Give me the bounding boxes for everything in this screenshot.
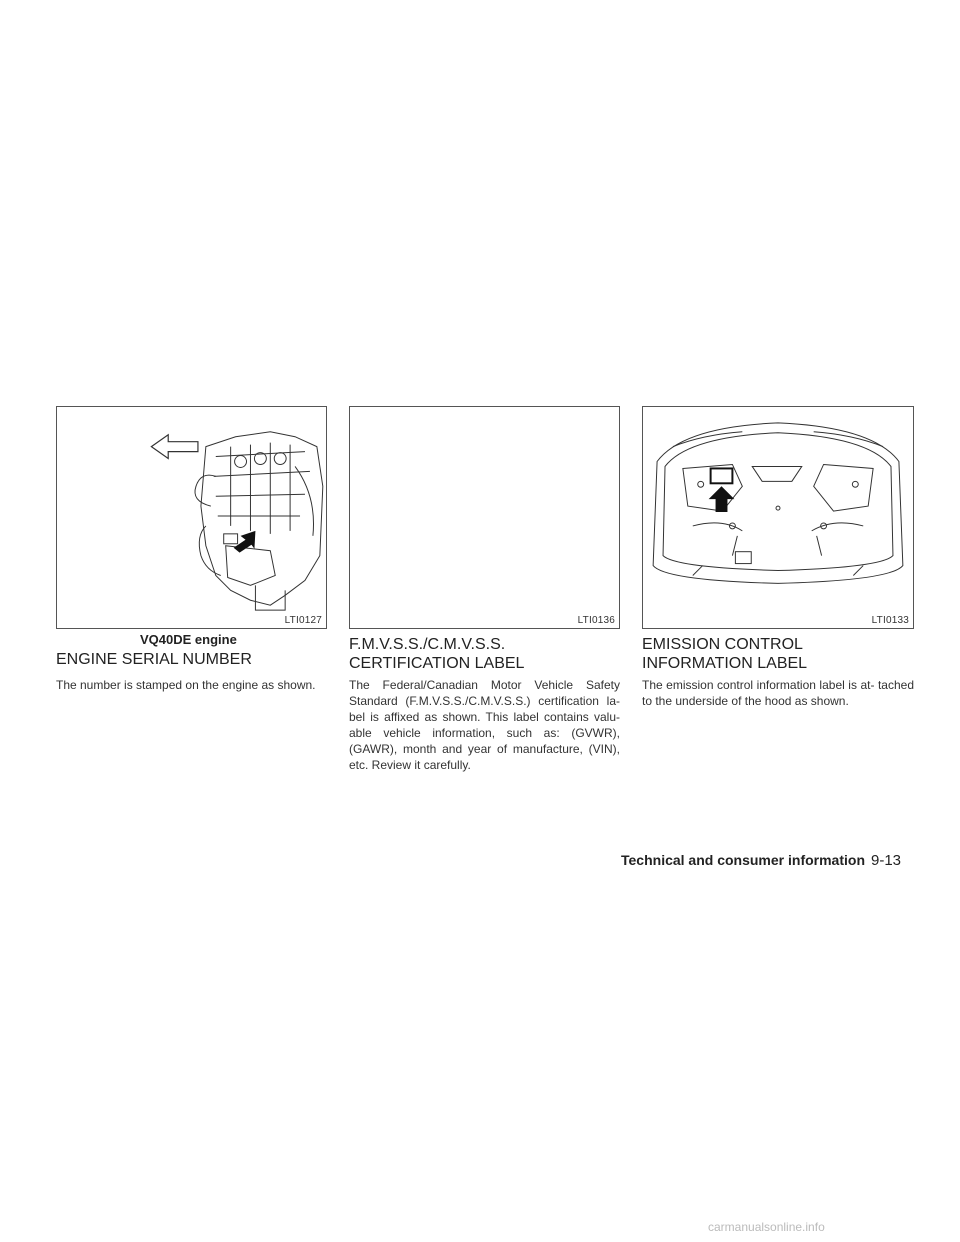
figure-code: LTI0133: [871, 615, 909, 626]
section-heading-engine-serial: [56, 650, 327, 669]
certification-label-figure: [349, 406, 620, 629]
hood-figure: [642, 406, 914, 629]
footer-section-title: Technical and consumer information: [621, 852, 866, 868]
section-body-certification: The Federal/Canadian Motor Vehicle Safety Standard (F.M.V.S.S./C.M.V.S.S.) certification la- bel is affixed as shown. This label contains valu- able vehicle information, such as: (GVWR), (GAWR), month and year of manufacture, (VIN), etc. Review it carefully.: [349, 678, 620, 772]
section-body-engine-serial: The number is stamped on the engine as shown.: [56, 678, 316, 692]
heading-line: INFORMATION LABEL: [642, 655, 808, 672]
figure-caption: VQ40DE engine: [140, 632, 237, 647]
heading-line: ENGINE SERIAL NUMBER: [56, 651, 252, 668]
section-heading-certification: [349, 635, 620, 673]
watermark: carmanualsonline.info: [708, 1220, 825, 1234]
hood-underside-illustration-icon: [643, 407, 913, 628]
heading-line: F.M.V.S.S./C.M.V.S.S.: [349, 636, 506, 653]
engine-illustration-icon: [57, 407, 326, 628]
heading-line: EMISSION CONTROL: [642, 636, 803, 653]
page-number: 9-13: [871, 852, 902, 869]
section-heading-emission: [642, 635, 914, 673]
figure-code: LTI0127: [284, 615, 322, 626]
figure-code: LTI0136: [577, 615, 615, 626]
heading-line: CERTIFICATION LABEL: [349, 655, 525, 672]
engine-figure: [56, 406, 327, 629]
section-body-emission: The emission control information label is at- tached to the underside of the hood as shown.: [642, 678, 914, 708]
